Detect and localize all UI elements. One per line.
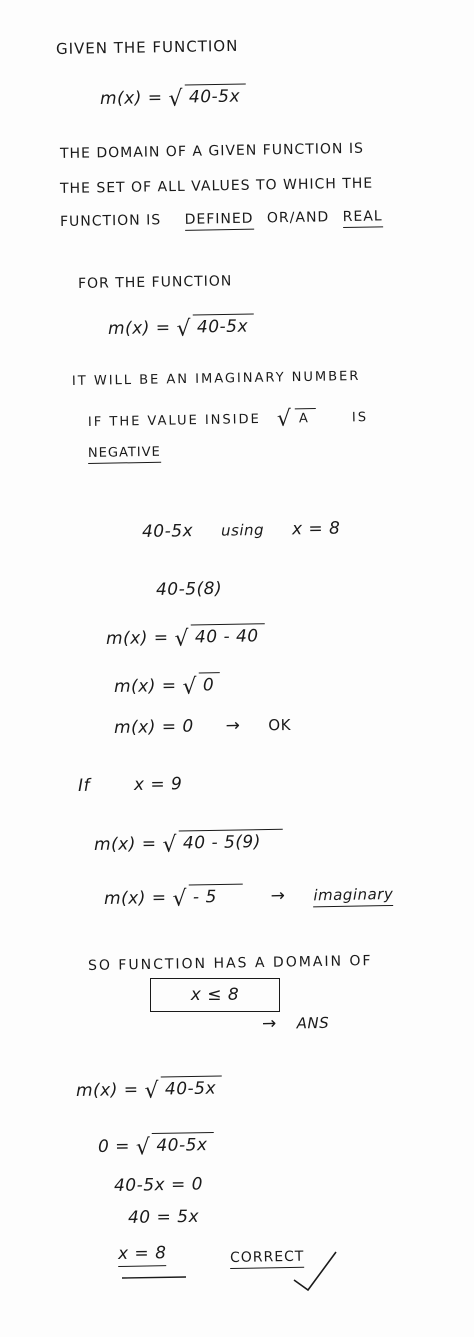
line-function-def <box>100 83 247 113</box>
expr-40-5x: 40-5x <box>141 521 194 542</box>
final-x-eq-8: x = 8 <box>118 1243 167 1267</box>
line-check-1 <box>76 1075 223 1105</box>
line-imaginary-note-2 <box>88 405 369 435</box>
radical-sign: √ <box>174 626 190 652</box>
line-m-sqrt-0 <box>114 672 221 701</box>
text-imaginary: imaginary <box>313 885 393 907</box>
line-check-5 <box>118 1243 167 1264</box>
expr-zero-eq: 0 = <box>97 1136 131 1157</box>
function-lhs: m(x) = <box>105 627 169 649</box>
text-using: using <box>220 520 265 540</box>
line-imaginary-note-1: IT WILL BE AN IMAGINARY NUMBER <box>71 368 361 389</box>
function-lhs: m(x) = <box>103 887 167 909</box>
line-if-x9 <box>78 774 183 796</box>
expr-m-eq-0: m(x) = 0 <box>113 716 194 738</box>
function-lhs: m(x) = <box>113 675 177 697</box>
radical-sign: √ <box>176 316 192 342</box>
line-ans <box>262 1013 330 1034</box>
arrow-icon: → <box>261 1013 277 1034</box>
radicand: 40-5x <box>161 1075 223 1099</box>
arrow-icon: → <box>270 885 286 907</box>
arrow-icon: → <box>225 715 241 737</box>
line-m-40-5-9 <box>94 829 283 859</box>
line-m-neg5 <box>104 881 394 913</box>
line-negative <box>88 445 161 461</box>
radicand: 0 <box>199 672 221 695</box>
text-ans: ANS <box>296 1013 330 1033</box>
line-given-function: GIVEN THE FUNCTION <box>55 36 239 58</box>
radical-sign: √ <box>144 1078 160 1104</box>
line-for-the-function: FOR THE FUNCTION <box>77 273 233 292</box>
line-check-2 <box>98 1132 214 1161</box>
line-domain-def-3 <box>60 208 383 230</box>
text-negative: NEGATIVE <box>88 445 161 464</box>
text-is: IS <box>351 410 369 426</box>
line-using-x8 <box>142 519 341 542</box>
expr-x-eq-9: x = 9 <box>133 774 183 796</box>
radical-sign: √ <box>162 832 178 858</box>
line-so-domain: SO FUNCTION HAS A DOMAIN OF <box>87 953 373 974</box>
text-ok: OK <box>268 715 292 735</box>
radicand: 40 - 40 <box>191 623 265 647</box>
check-mark-icon <box>290 1250 350 1300</box>
text-real: REAL <box>343 208 383 228</box>
line-check-3: 40-5x = 0 <box>113 1174 204 1196</box>
line-m-eq-0-ok <box>114 715 291 738</box>
line-function-restated <box>108 313 255 343</box>
text-defined: DEFINED <box>184 211 253 231</box>
line-check-4: 40 = 5x <box>127 1206 200 1228</box>
radicand: 40-5x <box>193 313 255 337</box>
radical-sign: √ <box>135 1135 151 1161</box>
radicand: - 5 <box>189 884 243 908</box>
expr-x-eq-8: x = 8 <box>291 518 341 540</box>
function-lhs: m(x) = <box>107 317 171 339</box>
text-or-and: OR/AND <box>266 209 330 227</box>
radical-sign: √ <box>168 86 184 112</box>
radicand-a: A <box>295 408 316 426</box>
radicand: 40 - 5(9) <box>179 829 283 854</box>
radical-sign: √ <box>172 886 188 912</box>
text-function-is: FUNCTION IS <box>59 212 162 230</box>
function-lhs: m(x) = <box>99 87 163 109</box>
function-lhs: m(x) = <box>75 1079 139 1101</box>
function-lhs: m(x) = <box>93 833 157 855</box>
radicand: 40-5x <box>152 1132 214 1156</box>
radical-sign: √ <box>182 674 198 700</box>
text-correct: CORRECT <box>230 1249 305 1269</box>
radicand: 40-5x <box>185 83 247 107</box>
radical-sign: √ <box>276 406 294 432</box>
line-substitute-8: 40-5(8) <box>155 578 223 600</box>
line-m-40-40 <box>106 623 265 653</box>
text-if-value-inside: IF THE VALUE INSIDE <box>87 411 261 430</box>
line-domain-def-2: THE SET OF ALL VALUES TO WHICH THE <box>59 175 374 197</box>
text-if: If <box>77 775 91 796</box>
answer-domain: x ≤ 8 <box>190 985 240 1005</box>
double-underline-icon <box>120 1272 190 1282</box>
line-domain-def-1: THE DOMAIN OF A GIVEN FUNCTION IS <box>59 140 365 162</box>
answer-box <box>150 978 280 1012</box>
